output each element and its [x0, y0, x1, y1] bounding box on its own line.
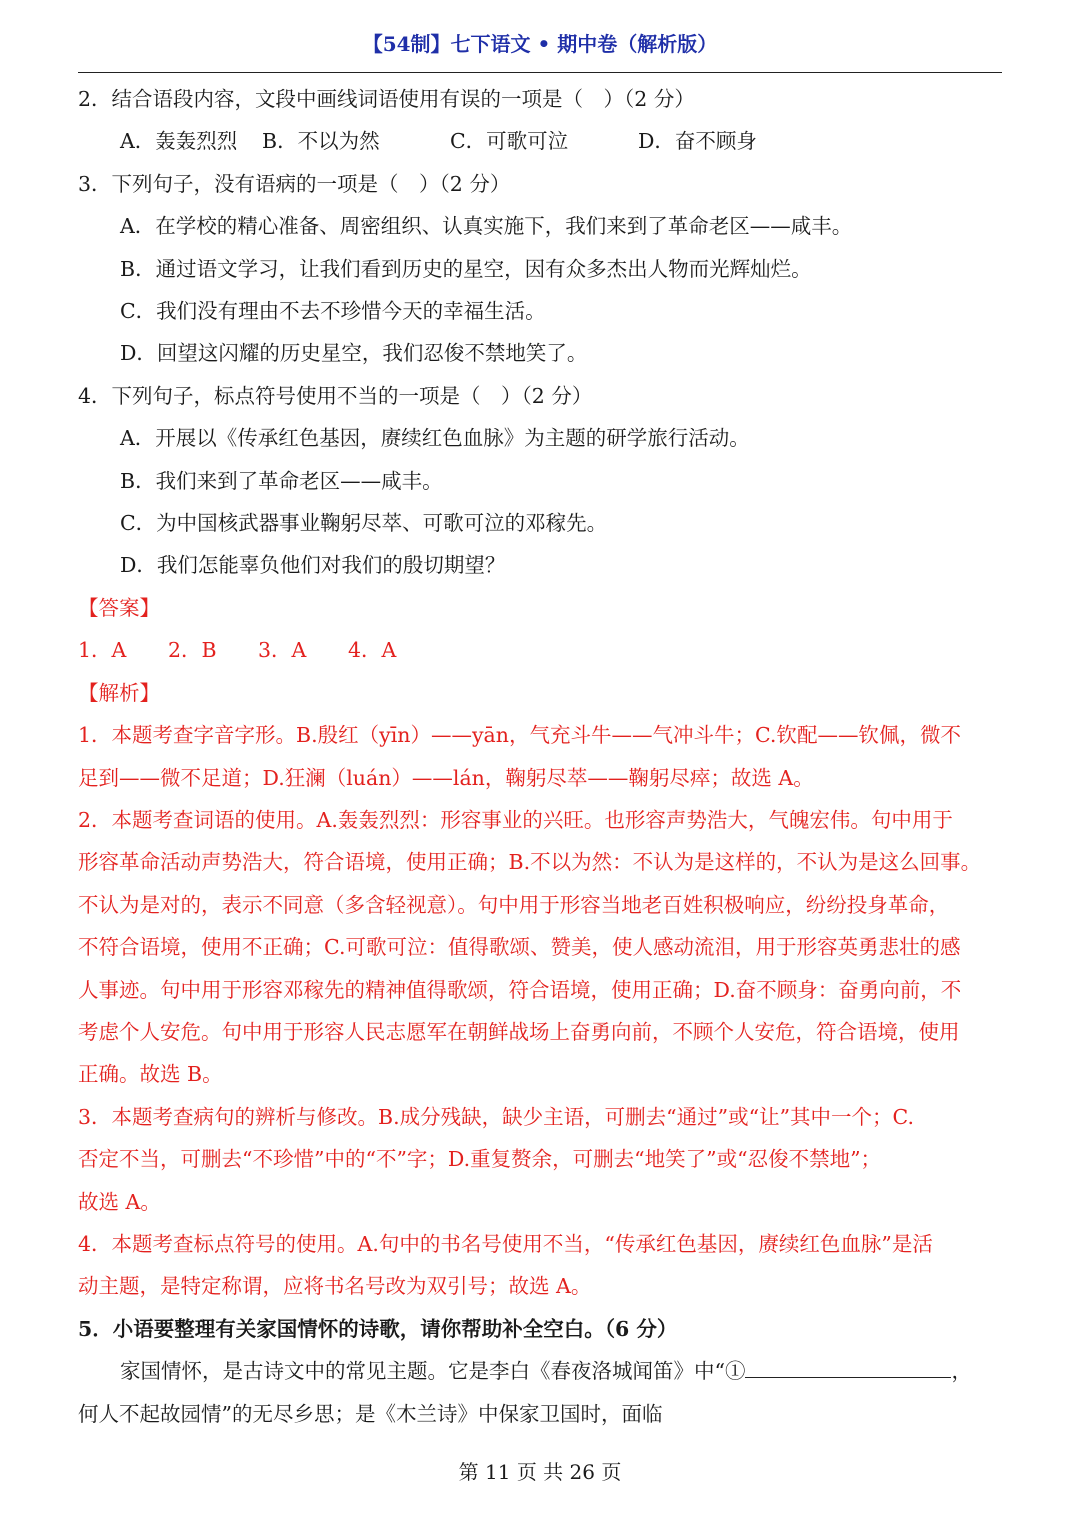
question-3-option-a: A．在学校的精心准备、周密组织、认真实施下，我们来到了革命老区——咸丰。 [120, 214, 853, 239]
question-4-option-c: C．为中国核武器事业鞠躬尽萃、可歌可泣的邓稼先。 [120, 511, 608, 536]
analysis-line: 2．本题考查词语的使用。A.轰轰烈烈：形容事业的兴旺。也形容声势浩大，气魄宏伟。句中用于 [78, 807, 953, 832]
analysis-label: 【解析】 [78, 680, 160, 705]
question-3-option-d: D．回望这闪耀的历史星空，我们忍俊不禁地笑了。 [120, 341, 588, 366]
question-2-option-d: D．奋不顾身 [638, 129, 757, 154]
question-3-stem: 3．下列句子，没有语病的一项是（ ）（2 分） [78, 171, 511, 196]
question-2-stem: 2．结合语段内容，文段中画线词语使用有误的一项是（ ）（2 分） [78, 87, 695, 111]
page-body [78, 78, 1004, 1435]
answer-label: 【答案】 [78, 595, 160, 620]
question-2-options [78, 120, 1004, 162]
question-2-option-a: A．轰轰烈烈 [120, 129, 238, 154]
header-divider [78, 72, 1002, 73]
answer-item: 4．A [348, 638, 397, 663]
analysis-line: 否定不当，可删去“不珍惜”中的“不”字；D.重复赘余，可删去“地笑了”或“忍俊不禁地”； [78, 1147, 882, 1172]
analysis-line: 故选 A。 [78, 1189, 161, 1214]
answer-item: 1．A [78, 638, 127, 663]
question-5-stem: 5．小语要整理有关家国情怀的诗歌，请你帮助补全空白。（6 分） [78, 1316, 678, 1341]
question-5-intro [78, 1350, 1004, 1392]
answer-item: 2．B [168, 638, 217, 663]
analysis-line: 动主题，是特定称谓，应将书名号改为双引号；故选 A。 [78, 1274, 592, 1299]
answer-item: 3．A [258, 638, 307, 663]
question-3-option-c: C．我们没有理由不去不珍惜今天的幸福生活。 [120, 299, 546, 324]
question-2-option-b: B．不以为然 [262, 129, 380, 154]
analysis-line: 正确。故选 B。 [78, 1062, 223, 1087]
answer-blank-1[interactable] [745, 1357, 951, 1378]
analysis-line: 不符合语境，使用不正确；C.可歌可泣：值得歌颂、赞美，使人感动流泪，用于形容英勇悲壮的感 [78, 935, 961, 960]
question-5-intro-text: 家国情怀，是古诗文中的常见主题。它是李白《春夜洛城闻笛》中“① [120, 1359, 746, 1384]
question-4-option-a: A．开展以《传承红色基因，赓续红色血脉》为主题的研学旅行活动。 [120, 426, 750, 451]
analysis-line: 足到——微不足道；D.狂澜（luán）——lán，鞠躬尽萃——鞠躬尽瘁；故选 A。 [78, 765, 814, 790]
analysis-line: 人事迹。句中用于形容邓稼先的精神值得歌颂，符合语境，使用正确；D.奋不顾身：奋勇向前，不 [78, 977, 962, 1002]
analysis-line: 4．本题考查标点符号的使用。A.句中的书名号使用不当，“传承红色基因，赓续红色血脉”是活 [78, 1231, 933, 1256]
question-4-option-d: D．我们怎能辜负他们对我们的殷切期望？ [120, 553, 506, 578]
analysis-line: 不认为是对的，表示不同意（多含轻视意）。句中用于形容当地老百姓积极响应，纷纷投身革命， [78, 892, 950, 917]
analysis-line: 形容革命活动声势浩大，符合语境，使用正确；B.不以为然：不认为是这样的，不认为是这么回事。 [78, 850, 982, 875]
analysis-line: 1．本题考查字音字形。B.殷红（yīn）——yān，气充斗牛——气冲斗牛；C.钦配——钦佩，微不 [78, 723, 961, 748]
question-4-option-b: B．我们来到了革命老区——咸丰。 [120, 468, 443, 493]
analysis-line: 考虑个人安危。句中用于形容人民志愿军在朝鲜战场上奋勇向前，不顾个人安危，符合语境，使用 [78, 1019, 960, 1044]
analysis-line: 3．本题考查病句的辨析与修改。B.成分残缺，缺少主语，可删去“通过”或“让”其中一个；C. [78, 1104, 915, 1129]
page-footer-number: 第 11 页 共 26 页 [458, 1460, 622, 1484]
question-5-intro-punct: ， [951, 1359, 972, 1384]
question-4-stem: 4．下列句子，标点符号使用不当的一项是（ ）（2 分） [78, 383, 593, 408]
page-header-title: 【54制】七下语文 • 期中卷（解析版） [362, 32, 718, 56]
answer-list [78, 629, 1004, 671]
question-2-option-c: C．可歌可泣 [450, 129, 569, 154]
question-3-option-b: B．通过语文学习，让我们看到历史的星空，因有众多杰出人物而光辉灿烂。 [120, 256, 812, 281]
question-5-line-2: 何人不起故园情”的无尽乡思；是《木兰诗》中保家卫国时，面临 [78, 1401, 663, 1426]
